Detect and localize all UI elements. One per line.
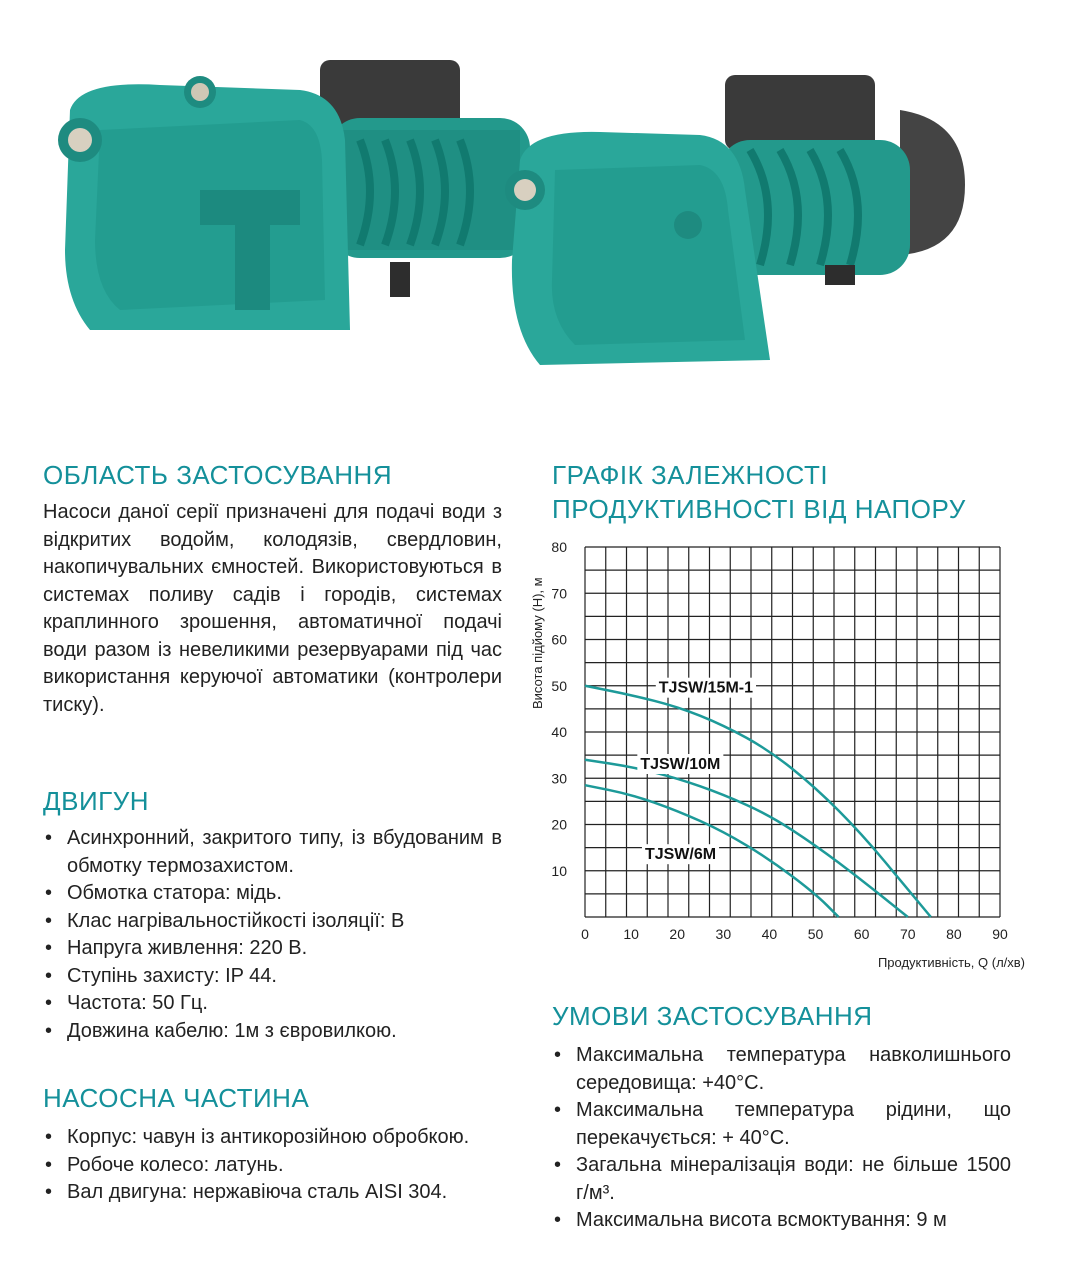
y-tick-label: 50 (551, 677, 567, 694)
motor-spec-item: • Довжина кабелю: 1м з євровилкою. (43, 1018, 502, 1046)
y-tick-label: 80 (551, 539, 567, 555)
condition-item: • Максимальна температура рідини, що перекачується: + 40°C. (552, 1097, 1011, 1152)
y-tick-label: 70 (551, 585, 567, 602)
motor-spec-item: • Обмотка статора: мідь. (43, 880, 502, 908)
series-label: TJSW/6M (644, 846, 717, 864)
x-tick-label: 0 (581, 926, 589, 942)
x-tick-label: 30 (715, 926, 732, 942)
condition-item: • Загальна мінералізація води: не більше 1500 г/м³. (552, 1152, 1011, 1207)
right-pump-illustration (505, 75, 965, 365)
motor-spec-item: • Частота: 50 Гц. (43, 990, 502, 1018)
motor-spec-list (43, 825, 502, 1045)
section-title-chart-line2: ПРОДУКТИВНОСТІ ВІД НАПОРУ (552, 494, 966, 524)
x-axis-label: Продуктивність, Q (л/хв) (877, 955, 1025, 970)
section-title-conditions: УМОВИ ЗАСТОСУВАННЯ (552, 1001, 873, 1031)
pump-part-spec-item: • Робоче колесо: латунь. (43, 1152, 502, 1180)
motor-spec-item: • Асинхронний, закритого типу, із вбудованим в обмотку термозахистом. (43, 825, 502, 880)
pump-part-spec-list (43, 1124, 502, 1207)
condition-item: • Максимальна висота всмоктування: 9 м (552, 1207, 1011, 1235)
series-label: TJSW/15M-1 (658, 679, 754, 697)
x-tick-label: 60 (853, 926, 870, 942)
section-title-application: ОБЛАСТЬ ЗАСТОСУВАННЯ (43, 460, 393, 490)
x-tick-label: 20 (669, 926, 686, 942)
x-tick-label: 70 (899, 926, 916, 942)
conditions-list (552, 1042, 1011, 1235)
section-title-motor: ДВИГУН (43, 786, 150, 816)
performance-chart (520, 530, 1060, 980)
pump-part-spec-item: • Вал двигуна: нержавіюча сталь AISI 304. (43, 1179, 502, 1207)
y-tick-label: 30 (551, 770, 567, 787)
y-axis-label: Висота підйому (H), м (530, 577, 545, 709)
x-tick-label: 80 (946, 926, 962, 942)
condition-item: • Максимальна температура навколишнього середовища: +40°C. (552, 1042, 1011, 1097)
x-tick-label: 50 (807, 926, 824, 942)
section-title-pump-part: НАСОСНА ЧАСТИНА (43, 1083, 310, 1113)
motor-spec-item: • Напруга живлення: 220 В. (43, 935, 502, 963)
motor-spec-item: • Ступінь захисту: IP 44. (43, 963, 502, 991)
motor-spec-item: • Клас нагрівальностійкості ізоляції: B (43, 908, 502, 936)
y-tick-label: 10 (551, 862, 567, 879)
left-pump-illustration (58, 60, 530, 330)
section-title-chart-line1: ГРАФІК ЗАЛЕЖНОСТІ (552, 460, 829, 490)
x-tick-label: 40 (761, 926, 778, 942)
x-tick-label: 10 (623, 926, 639, 942)
y-tick-label: 60 (551, 631, 567, 648)
application-text: Насоси даної серії призначені для подачі води з відкритих водойм, колодязів, свердловин, накопичувальних ємностей. Використовуються в системах поливу садів і городів, системах краплинного зрошення, автоматичної подачі води разом із невеликими резервуарами під час використання керуючої автоматики (контролери тиску). (43, 501, 502, 716)
x-tick-label: 90 (992, 926, 1008, 942)
y-tick-label: 40 (551, 724, 567, 740)
pump-part-spec-item: • Корпус: чавун із антикорозійною обробкою. (43, 1124, 502, 1152)
series-label: TJSW/10M (640, 756, 721, 773)
y-tick-label: 20 (551, 816, 567, 833)
pump-photo (0, 0, 1083, 420)
